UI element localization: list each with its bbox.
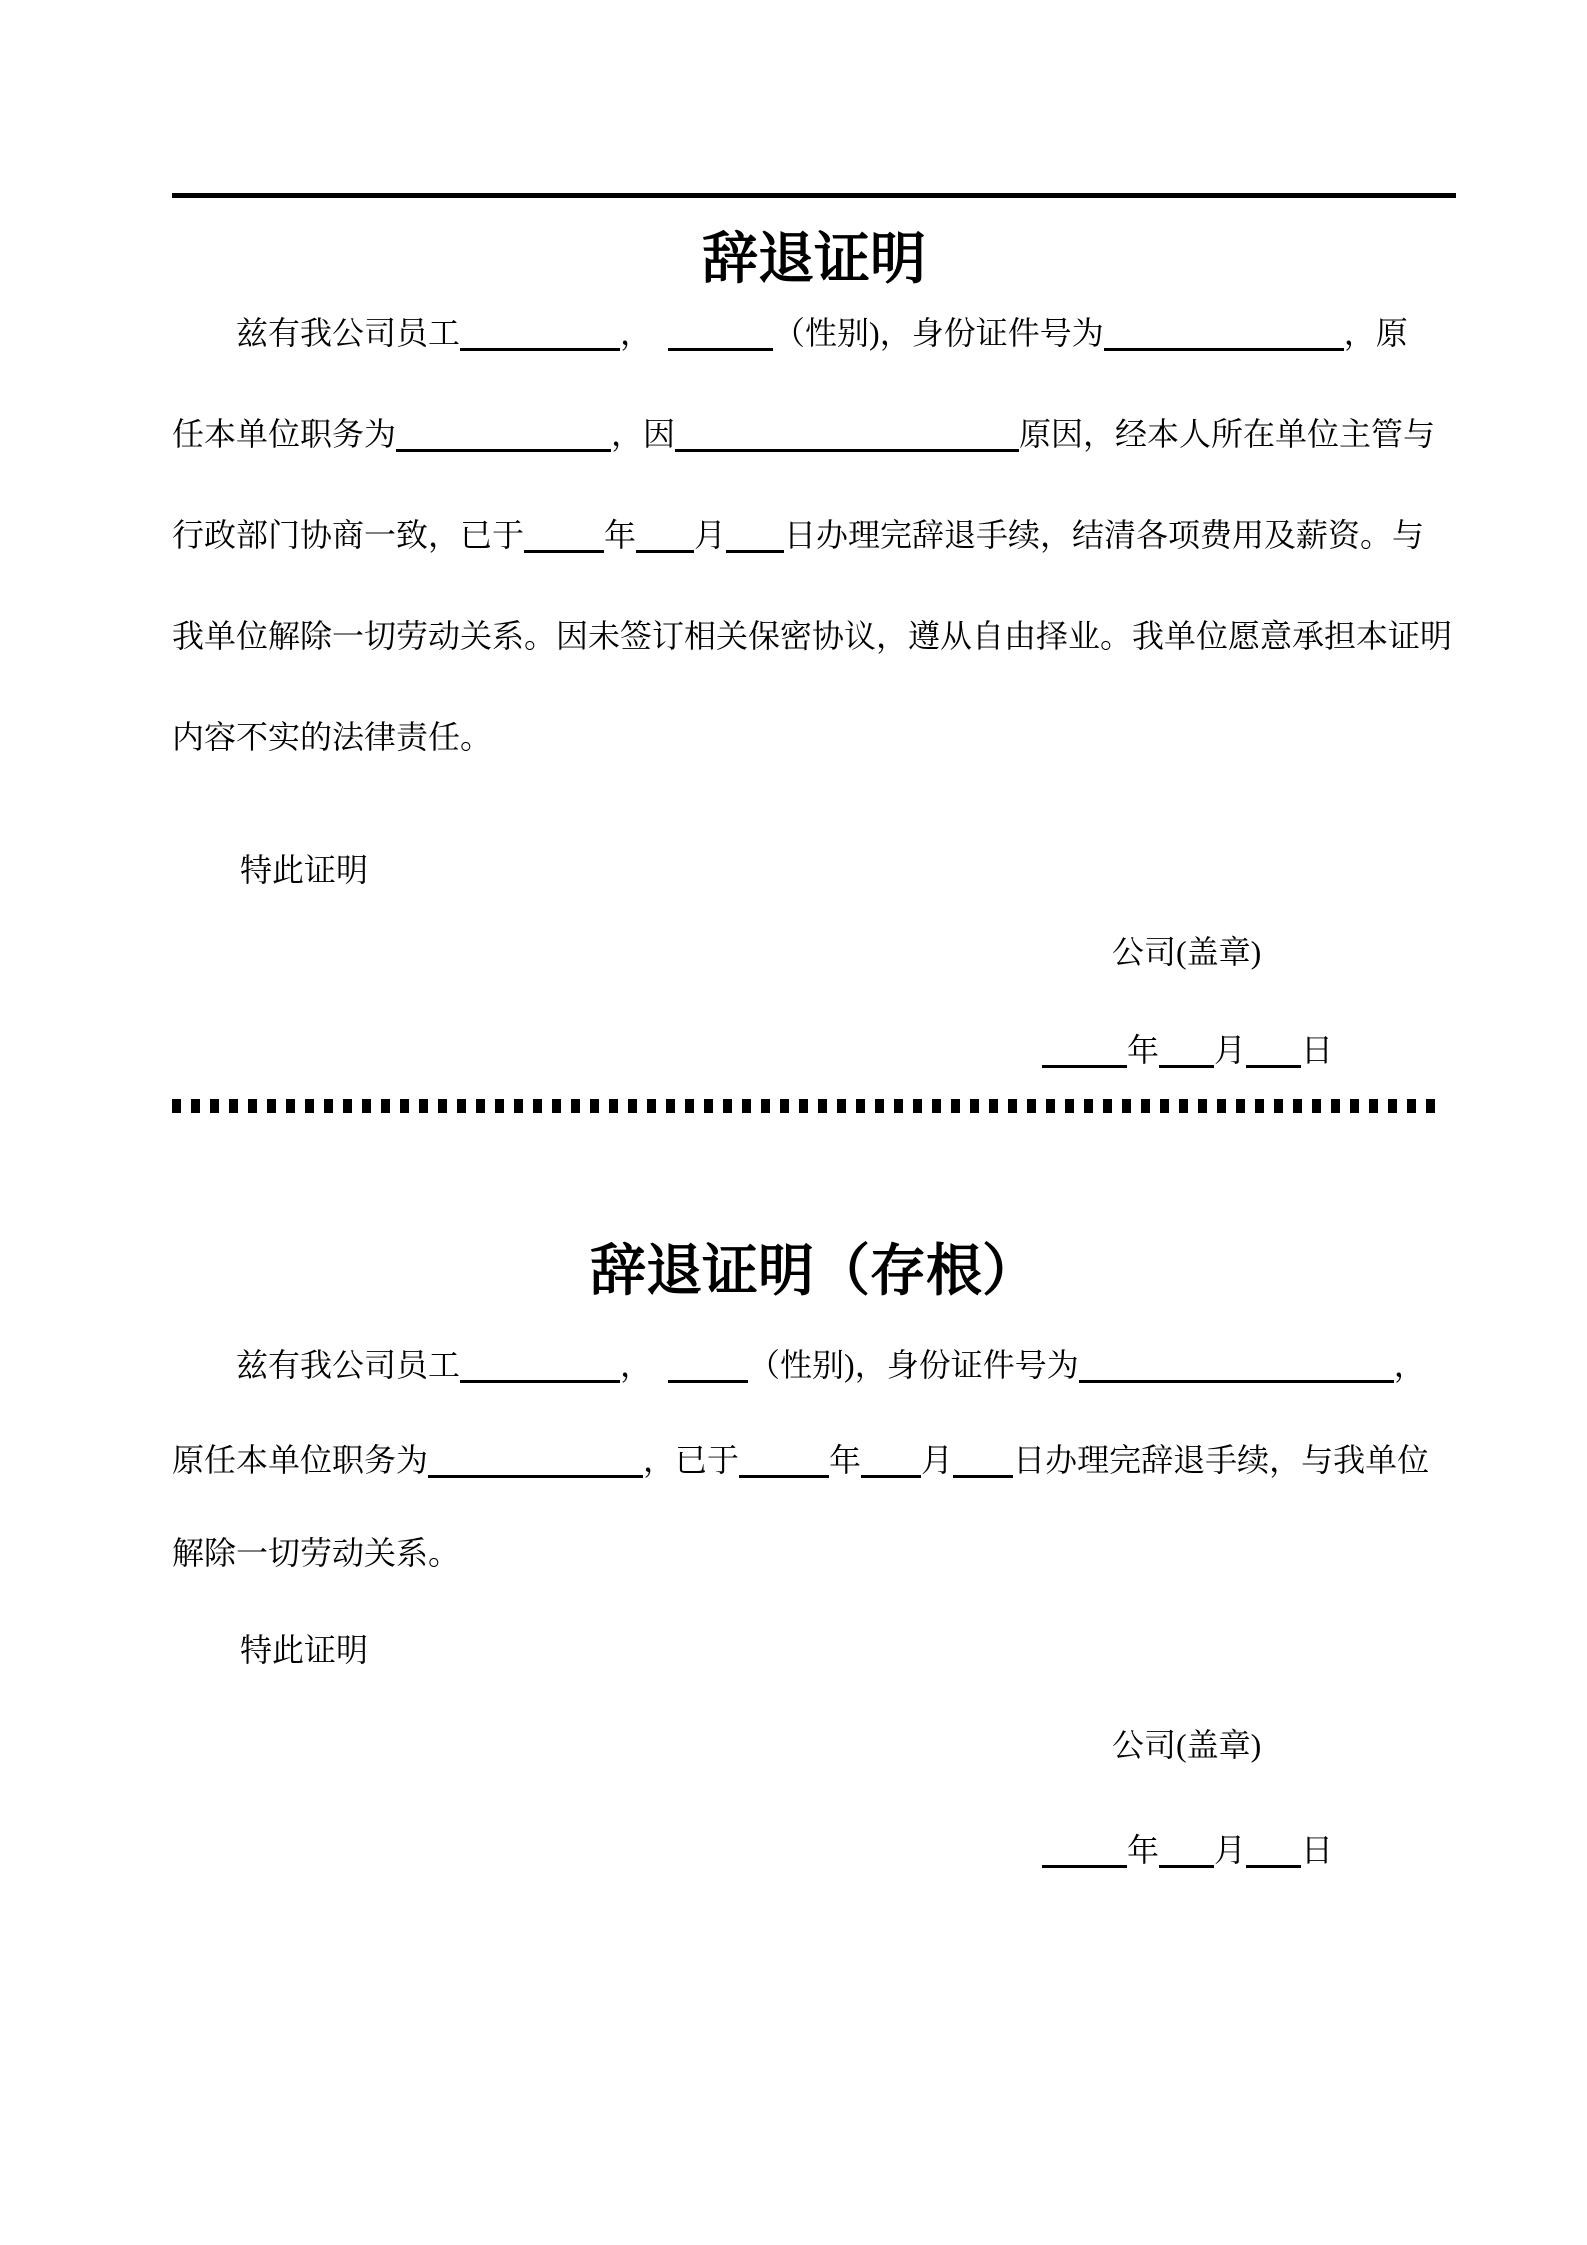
text-run: 我单位解除一切劳动关系。因未签订相关保密协议，遵从自由择业。我单位愿意承担本证明 (172, 618, 1453, 654)
body-line (172, 614, 1456, 658)
attest-line: 特此证明 (240, 1632, 369, 1668)
text-run: （性别)，身份证件号为 (773, 315, 1104, 351)
blank-field (726, 520, 784, 553)
blank-field (675, 419, 1019, 452)
company-seal-line: 公司(盖章) (1112, 934, 1262, 970)
blank-field (636, 520, 694, 553)
text-run: 月 (1214, 1832, 1247, 1868)
spacer (652, 334, 668, 344)
body-line (172, 412, 1456, 456)
blank-field (1246, 1835, 1301, 1868)
text-run: 日 (1301, 1032, 1334, 1068)
blank-field (460, 1350, 620, 1383)
text-run: 年 (829, 1442, 862, 1478)
text-run: ， (620, 315, 653, 351)
text-run: 年 (604, 517, 637, 553)
text-run: 日 (1301, 1832, 1334, 1868)
text-run: 兹有我公司员工 (236, 1347, 461, 1383)
text-run: 内容不实的法律责任。 (172, 719, 493, 755)
body-line (172, 1438, 1456, 1482)
blank-field (861, 1445, 921, 1478)
blank-field (1104, 318, 1344, 351)
text-run: 任本单位职务为 (172, 416, 397, 452)
blank-field (1079, 1350, 1394, 1383)
blank-field (396, 419, 611, 452)
section1-title: 辞退证明 (702, 229, 926, 291)
text-run: 月 (1214, 1032, 1247, 1068)
blank-field (668, 318, 773, 351)
blank-field (460, 318, 620, 351)
text-run: 月 (694, 517, 727, 553)
text-run: 解除一切劳动关系。 (172, 1535, 461, 1571)
text-run: 原因，经本人所在单位主管与 (1019, 416, 1436, 452)
text-run: ，已于 (643, 1442, 740, 1478)
text-run: 行政部门协商一致，已于 (172, 517, 525, 553)
blank-field (1159, 1035, 1214, 1068)
tear-off-separator (172, 1099, 1440, 1113)
blank-field (1159, 1835, 1214, 1868)
text-run: 日办理完辞退手续，结清各项费用及薪资。与 (784, 517, 1425, 553)
section2-title: 辞退证明（存根） (590, 1241, 1038, 1303)
blank-field (524, 520, 604, 553)
date-line (1042, 1828, 1333, 1872)
blank-field (739, 1445, 829, 1478)
text-run: ， (620, 1347, 653, 1383)
text-run: ， (1393, 1347, 1426, 1383)
blank-field (1246, 1035, 1301, 1068)
text-run: 日办理完辞退手续，与我单位 (1013, 1442, 1430, 1478)
text-run: 原任本单位职务为 (172, 1442, 429, 1478)
text-run: ，原 (1343, 315, 1408, 351)
attest-line: 特此证明 (240, 852, 369, 888)
text-run: 兹有我公司员工 (236, 315, 461, 351)
blank-field (1042, 1835, 1127, 1868)
body-line (172, 1343, 1456, 1387)
blank-field (668, 1350, 748, 1383)
blank-field (953, 1445, 1013, 1478)
spacer (652, 1366, 668, 1376)
body-line (172, 513, 1456, 557)
header-rule (172, 193, 1456, 198)
blank-field (1042, 1035, 1127, 1068)
text-run: （性别)，身份证件号为 (748, 1347, 1079, 1383)
text-run: ，因 (611, 416, 676, 452)
body-line (172, 311, 1456, 355)
body-line (172, 1531, 1456, 1575)
text-run: 月 (921, 1442, 954, 1478)
body-line (172, 715, 1456, 759)
text-run: 年 (1127, 1032, 1160, 1068)
date-line (1042, 1028, 1333, 1072)
text-run: 年 (1127, 1832, 1160, 1868)
company-seal-line: 公司(盖章) (1112, 1727, 1262, 1763)
blank-field (428, 1445, 643, 1478)
